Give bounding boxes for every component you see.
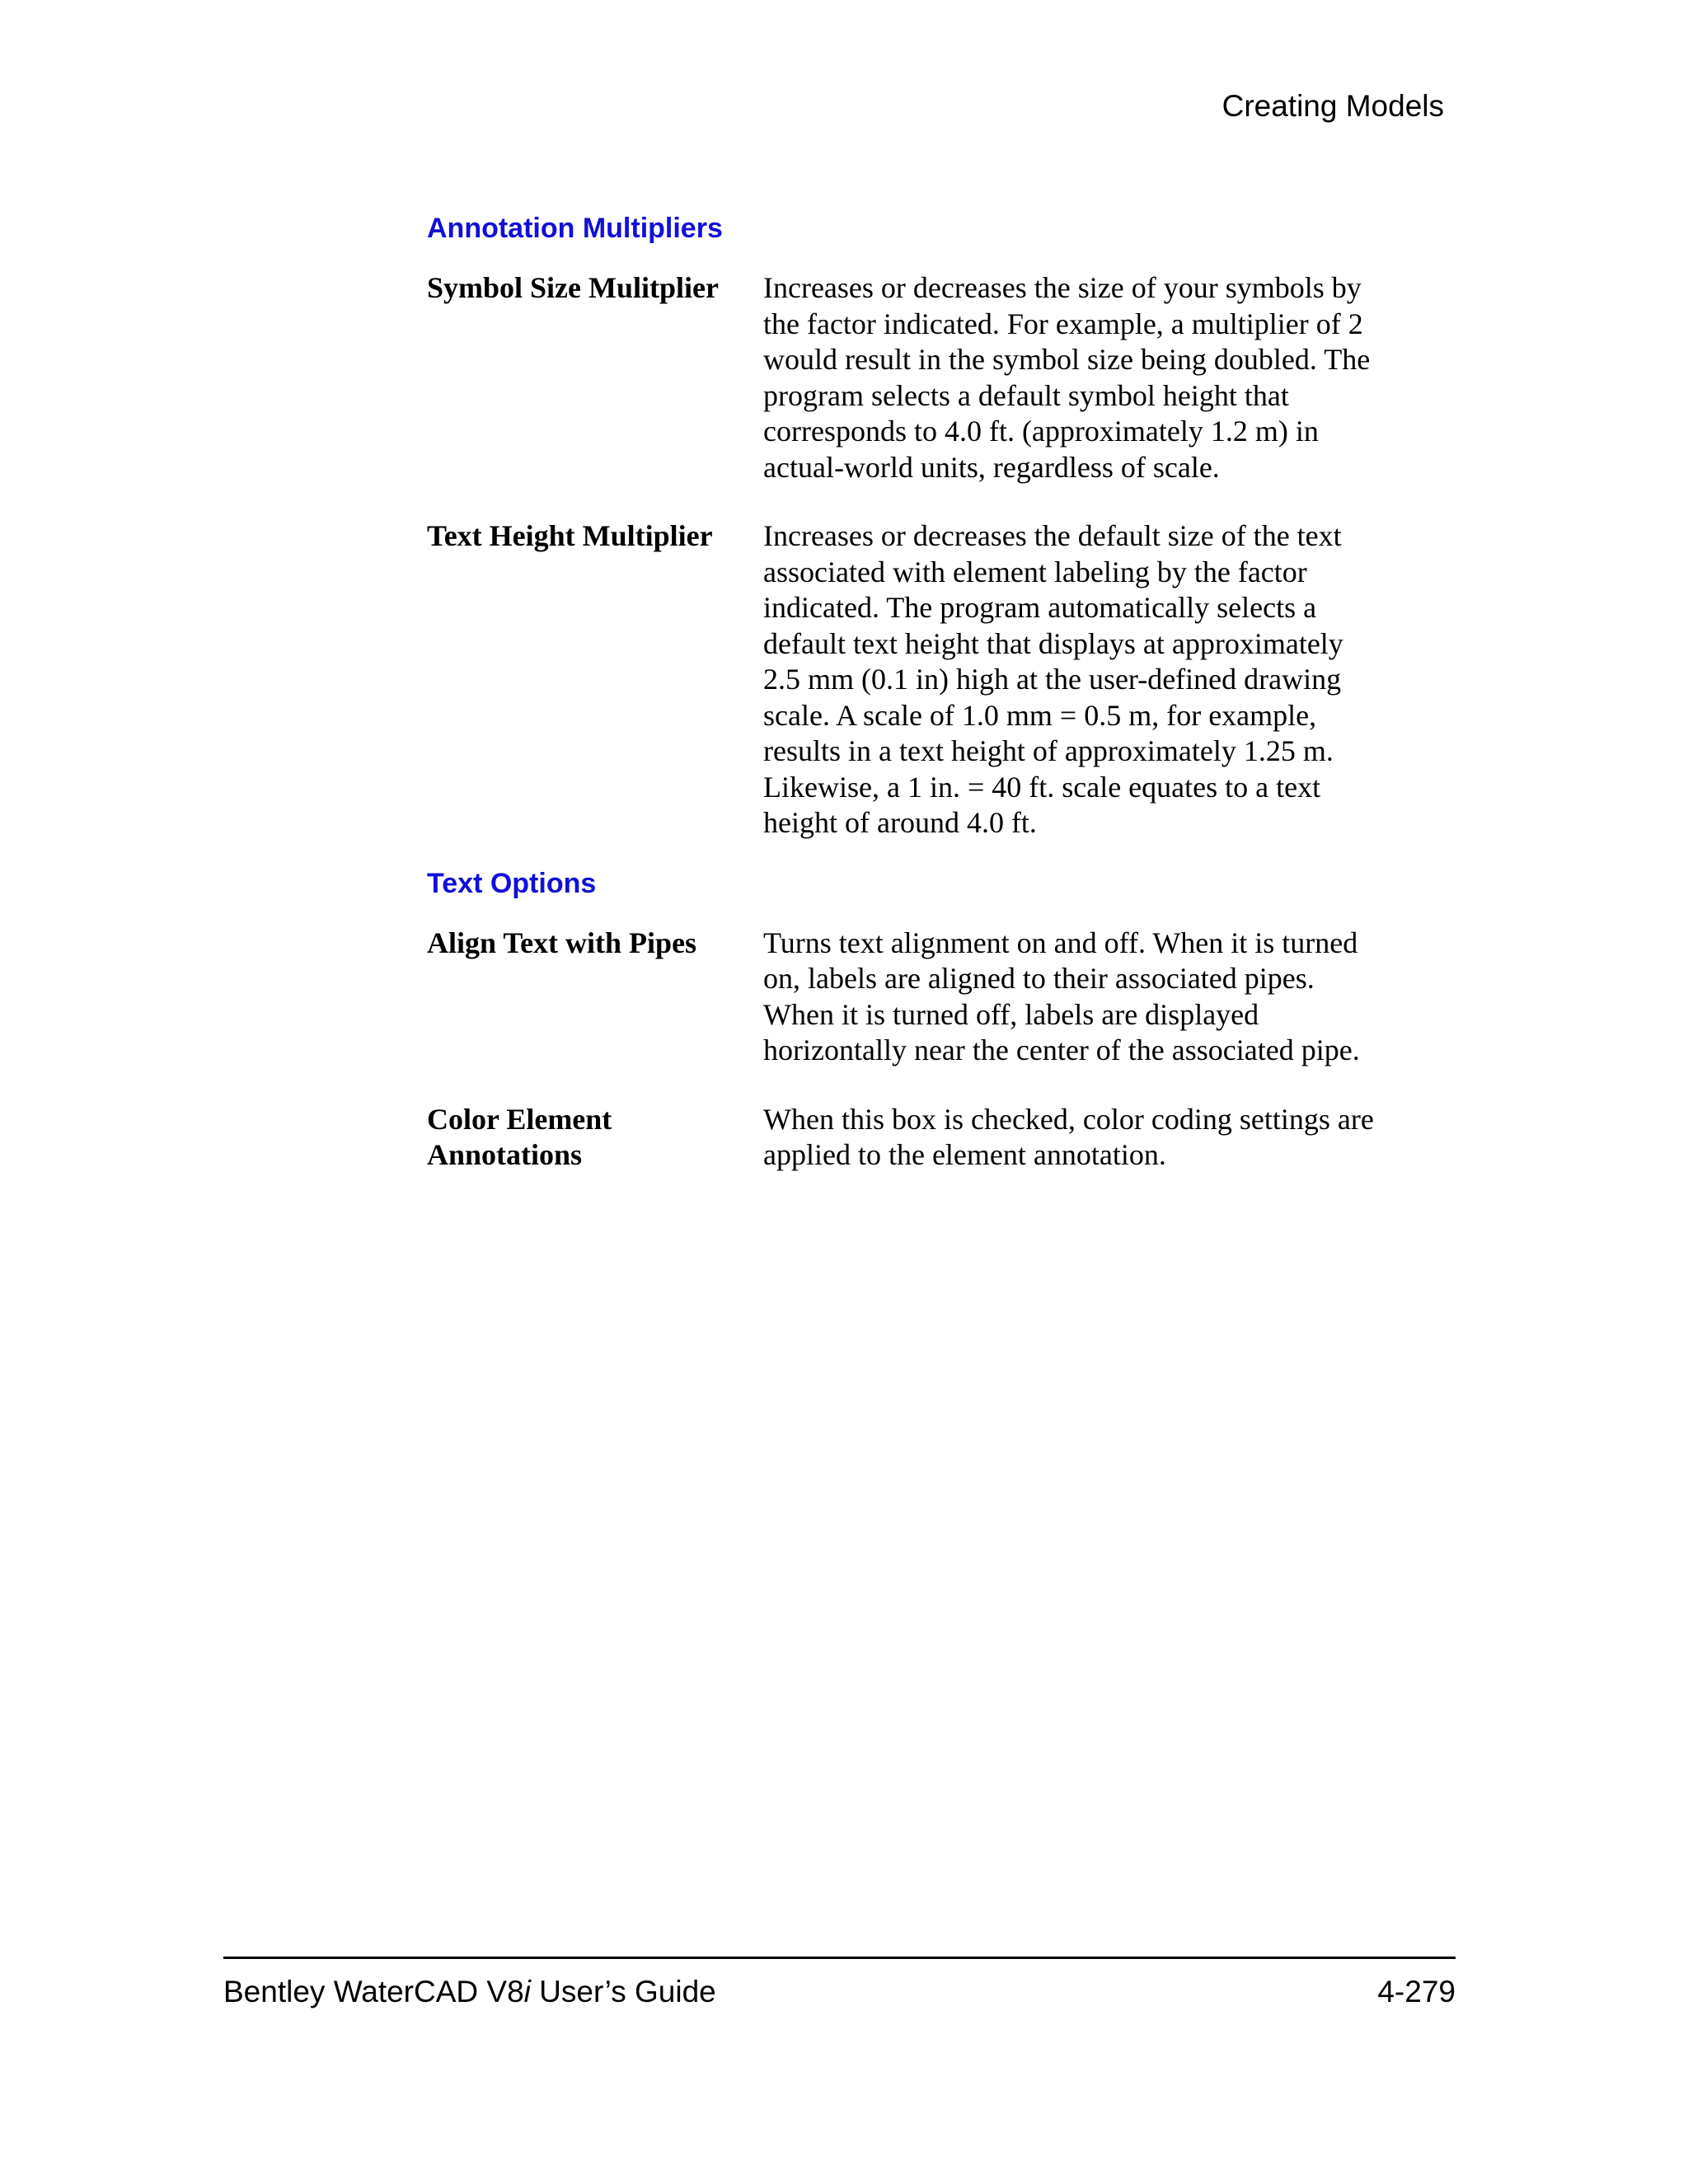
entry-term: Align Text with Pipes (427, 926, 697, 959)
entry-definition: Turns text alignment on and off. When it is turned on, labels are aligned to their associated pipes. When it is turned off, labels are displayed horizontally near the center of the associated pipe. (763, 926, 1360, 1066)
entry-term: Color Element Annotations (427, 1102, 612, 1171)
footer-guide-title (223, 1975, 716, 2009)
definition-entry (427, 518, 1383, 841)
definition-entry (427, 270, 1383, 485)
entry-term: Text Height Multiplier (427, 519, 713, 552)
running-header: Creating Models (1221, 89, 1444, 123)
page-content (427, 208, 1383, 1207)
entry-definition: Increases or decreases the size of your symbols by the factor indicated. For example, a multiplier of 2 would result in the symbol size being doubled. The program selects a default symbol height that corresponds to 4.0 ft. (approximately 1.2 m) in actual-world units, regardless of scale. (763, 271, 1371, 484)
section-heading-annotation-multipliers: Annotation Multipliers (427, 213, 723, 244)
footer-divider (223, 1957, 1456, 1959)
footer-guide-suffix: User’s Guide (530, 1975, 716, 2008)
entry-term: Symbol Size Mulitplier (427, 271, 719, 304)
footer-guide-prefix: Bentley WaterCAD V8 (223, 1975, 524, 2008)
definition-entry (427, 1102, 1383, 1174)
footer-guide-italic: i (523, 1975, 531, 2008)
entry-definition: When this box is checked, color coding settings are applied to the element annotation. (763, 1102, 1374, 1171)
footer-page-number: 4-279 (1377, 1975, 1456, 2008)
definition-entry (427, 926, 1383, 1069)
entry-definition: Increases or decreases the default size of the text associated with element labeling by the factor indicated. The program automatically selects a default text height that displays at approximately 2.5 mm (0.1 in) high at the user-defined drawing scale. A scale of 1.0 mm = 0.5 m, for example, results in a text height of approximately 1.25 m. Likewise, a 1 in. = 40 ft. scale equates to a text height of around 4.0 ft. (763, 519, 1343, 839)
section-heading-text-options: Text Options (427, 867, 597, 899)
